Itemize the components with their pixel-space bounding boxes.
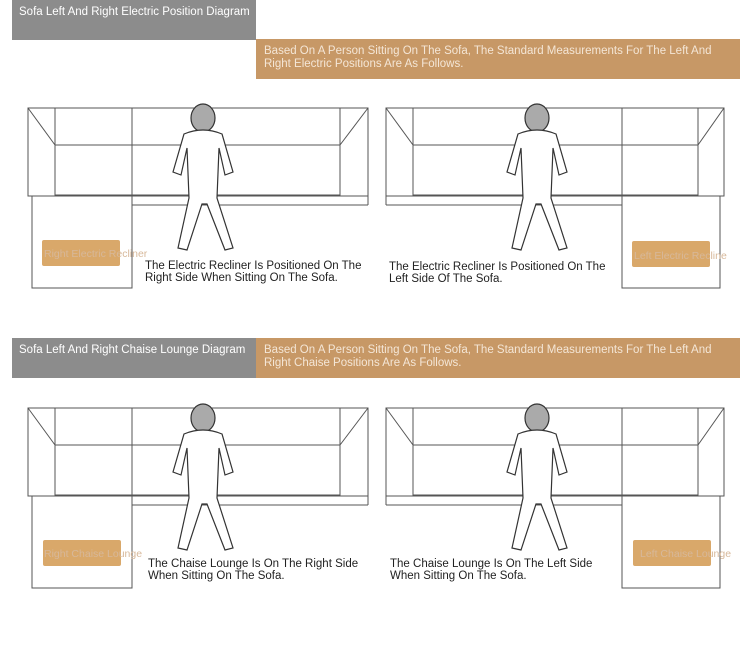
right-electric-recliner-label: Right Electric Recliner <box>44 248 148 260</box>
section2-title-bar <box>12 338 256 378</box>
right-chaise-caption: The Chaise Lounge Is On The Right Side When Sitting On The Sofa. <box>148 558 359 582</box>
section1-title-bar <box>12 0 256 40</box>
left-electric-caption: The Electric Recliner Is Positioned On The Left Side Of The Sofa. <box>389 261 606 285</box>
person-figure-icon <box>173 104 233 250</box>
section1-description: Based On A Person Sitting On The Sofa, The Standard Measurements For The Left And Right Electric Positions Are As Follows. <box>264 45 712 70</box>
person-figure-icon <box>507 404 567 550</box>
left-chaise-lounge-label: Left Chaise Lounge <box>640 548 732 560</box>
section2-description-bar <box>256 338 740 378</box>
person-figure-icon <box>507 104 567 250</box>
left-electric-recliner-label: Left Electric Recline <box>634 250 727 262</box>
right-chaise-lounge-label: Right Chaise Lounge <box>44 548 143 560</box>
person-figure-icon <box>173 404 233 550</box>
section1-title: Sofa Left And Right Electric Position Diagram <box>19 6 250 18</box>
left-chaise-caption: The Chaise Lounge Is On The Left Side When Sitting On The Sofa. <box>390 558 593 582</box>
section2-title: Sofa Left And Right Chaise Lounge Diagram <box>19 344 246 356</box>
right-electric-caption: The Electric Recliner Is Positioned On The Right Side When Sitting On The Sofa. <box>145 260 362 284</box>
section2-description: Based On A Person Sitting On The Sofa, The Standard Measurements For The Left And Right Chaise Positions Are As Follows. <box>264 344 712 369</box>
section1-description-bar <box>256 39 740 79</box>
